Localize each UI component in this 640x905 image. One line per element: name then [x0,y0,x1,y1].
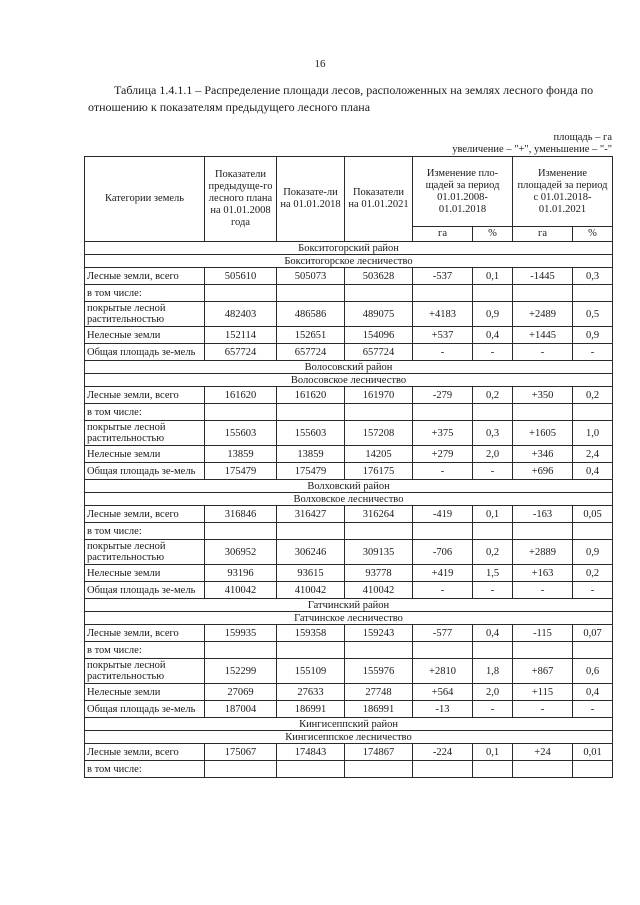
ha1-cell [413,404,473,421]
category-cell: покрытые лесной растительностью [85,421,205,446]
forestry-row [85,255,613,268]
sign-note: увеличение – "+", уменьшение – "-" [452,144,612,155]
ha1-cell: +564 [413,684,473,701]
y2018-cell [277,404,345,421]
pct2-cell: 0,05 [573,506,613,523]
table-row [85,327,613,344]
pct1-cell: 0,1 [473,744,513,761]
pct2-cell: - [573,344,613,361]
y2018-cell [277,761,345,778]
district-name: Волховский район [85,480,613,493]
ha1-cell: - [413,344,473,361]
district-name: Бокситогорский район [85,242,613,255]
ha1-cell [413,285,473,302]
ha1-cell: - [413,463,473,480]
ha2-cell: -1445 [513,268,573,285]
ha2-cell: -115 [513,625,573,642]
category-cell: Лесные земли, всего [85,506,205,523]
y2021-cell: 657724 [345,344,413,361]
pct2-cell: 0,3 [573,268,613,285]
table-row [85,506,613,523]
pct1-cell: - [473,582,513,599]
category-cell: Общая площадь зе-мель [85,463,205,480]
y2021-cell: 186991 [345,701,413,718]
forestry-row [85,612,613,625]
ha2-cell: - [513,701,573,718]
ha1-cell: -706 [413,540,473,565]
y2018-cell: 186991 [277,701,345,718]
prev-cell: 152299 [205,659,277,684]
pct1-cell: 0,2 [473,540,513,565]
category-cell: в том числе: [85,404,205,421]
ha2-cell: - [513,344,573,361]
prev-cell: 159935 [205,625,277,642]
pct2-cell: 2,4 [573,446,613,463]
table-row [85,540,613,565]
ha1-cell: - [413,582,473,599]
y2018-cell [277,523,345,540]
y2018-cell: 161620 [277,387,345,404]
forestry-name: Бокситогорское лесничество [85,255,613,268]
category-cell: Нелесные земли [85,446,205,463]
pct2-cell: 0,07 [573,625,613,642]
header-unit-ha: га [513,227,573,242]
pct2-cell [573,285,613,302]
y2021-cell: 176175 [345,463,413,480]
ha1-cell: +537 [413,327,473,344]
district-row [85,361,613,374]
pct1-cell: - [473,701,513,718]
table-row [85,344,613,361]
header-unit-ha: га [413,227,473,242]
pct1-cell [473,761,513,778]
y2018-cell [277,642,345,659]
pct1-cell: 0,1 [473,506,513,523]
category-cell: Лесные земли, всего [85,268,205,285]
ha2-cell: +350 [513,387,573,404]
ha1-cell [413,523,473,540]
ha1-cell [413,761,473,778]
pct2-cell: 0,9 [573,540,613,565]
prev-cell: 161620 [205,387,277,404]
y2021-cell [345,285,413,302]
y2021-cell: 161970 [345,387,413,404]
pct2-cell: 0,2 [573,387,613,404]
category-cell: Лесные земли, всего [85,744,205,761]
y2021-cell: 316264 [345,506,413,523]
y2018-cell: 316427 [277,506,345,523]
district-name: Гатчинский район [85,599,613,612]
header-2021: Показатели на 01.01.2021 [345,157,413,242]
prev-cell: 505610 [205,268,277,285]
category-cell: покрытые лесной растительностью [85,659,205,684]
ha1-cell: +279 [413,446,473,463]
pct1-cell: 2,0 [473,684,513,701]
pct1-cell: 0,1 [473,268,513,285]
y2018-cell: 175479 [277,463,345,480]
table-body [85,242,613,778]
category-cell: Лесные земли, всего [85,625,205,642]
ha2-cell: - [513,582,573,599]
table-caption: Таблица 1.4.1.1 – Распределение площади лесов, расположенных на землях лесного фонда по отношению к показателям предыдущего лесного плана [88,83,594,114]
forestry-name: Волосовское лесничество [85,374,613,387]
ha1-cell: -279 [413,387,473,404]
category-cell: покрытые лесной растительностью [85,302,205,327]
prev-cell: 155603 [205,421,277,446]
pct2-cell: - [573,701,613,718]
ha1-cell [413,642,473,659]
pct2-cell: - [573,582,613,599]
y2021-cell: 157208 [345,421,413,446]
pct2-cell [573,642,613,659]
y2018-cell [277,285,345,302]
pct2-cell [573,404,613,421]
y2021-cell: 154096 [345,327,413,344]
pct1-cell [473,523,513,540]
header-unit-pct: % [573,227,613,242]
prev-cell: 410042 [205,582,277,599]
table-row [85,684,613,701]
y2018-cell: 152651 [277,327,345,344]
prev-cell: 93196 [205,565,277,582]
table-row [85,659,613,684]
y2018-cell: 306246 [277,540,345,565]
pct1-cell [473,404,513,421]
y2021-cell: 93778 [345,565,413,582]
ha1-cell: +2810 [413,659,473,684]
ha2-cell: +24 [513,744,573,761]
ha2-cell: +2889 [513,540,573,565]
pct2-cell [573,761,613,778]
forestry-row [85,374,613,387]
forest-area-table [84,156,613,778]
ha2-cell: +696 [513,463,573,480]
pct2-cell: 1,0 [573,421,613,446]
pct2-cell [573,523,613,540]
prev-cell: 175479 [205,463,277,480]
y2018-cell: 174843 [277,744,345,761]
table-row [85,302,613,327]
prev-cell [205,761,277,778]
y2018-cell: 27633 [277,684,345,701]
ha2-cell [513,404,573,421]
category-cell: Общая площадь зе-мель [85,582,205,599]
y2018-cell: 410042 [277,582,345,599]
y2021-cell: 309135 [345,540,413,565]
prev-cell: 27069 [205,684,277,701]
pct1-cell: 0,2 [473,387,513,404]
prev-cell [205,642,277,659]
ha2-cell [513,285,573,302]
category-cell: в том числе: [85,523,205,540]
ha1-cell: +419 [413,565,473,582]
ha2-cell: +115 [513,684,573,701]
pct1-cell: 1,5 [473,565,513,582]
y2021-cell: 174867 [345,744,413,761]
header-2018: Показате-ли на 01.01.2018 [277,157,345,242]
prev-cell [205,404,277,421]
category-cell: покрытые лесной растительностью [85,540,205,565]
category-cell: в том числе: [85,761,205,778]
pct1-cell: 0,4 [473,625,513,642]
forestry-name: Гатчинское лесничество [85,612,613,625]
header-category: Категории земель [85,157,205,242]
y2021-cell [345,404,413,421]
y2021-cell: 155976 [345,659,413,684]
prev-cell [205,523,277,540]
category-cell: в том числе: [85,285,205,302]
y2021-cell: 410042 [345,582,413,599]
table-row [85,463,613,480]
table-row [85,744,613,761]
y2021-cell [345,761,413,778]
pct2-cell: 0,9 [573,327,613,344]
prev-cell: 306952 [205,540,277,565]
forestry-row [85,493,613,506]
ha1-cell: +4183 [413,302,473,327]
pct2-cell: 0,01 [573,744,613,761]
district-row [85,242,613,255]
forestry-row [85,731,613,744]
ha1-cell: -577 [413,625,473,642]
ha2-cell: +2489 [513,302,573,327]
table-row [85,701,613,718]
y2018-cell: 505073 [277,268,345,285]
category-cell: Общая площадь зе-мель [85,344,205,361]
district-name: Кингисеппский район [85,718,613,731]
pct1-cell: - [473,463,513,480]
prev-cell [205,285,277,302]
pct2-cell: 0,4 [573,463,613,480]
ha1-cell: -224 [413,744,473,761]
table-row [85,642,613,659]
pct1-cell: 1,8 [473,659,513,684]
district-row [85,718,613,731]
ha2-cell: +1605 [513,421,573,446]
y2018-cell: 155109 [277,659,345,684]
ha1-cell: +375 [413,421,473,446]
y2021-cell: 489075 [345,302,413,327]
y2021-cell: 14205 [345,446,413,463]
pct1-cell: 2,0 [473,446,513,463]
forestry-name: Кингисеппское лесничество [85,731,613,744]
page-number: 16 [314,58,326,70]
prev-cell: 152114 [205,327,277,344]
ha1-cell: -13 [413,701,473,718]
ha2-cell: +867 [513,659,573,684]
district-row [85,599,613,612]
pct1-cell [473,642,513,659]
ha1-cell: -419 [413,506,473,523]
table-row [85,285,613,302]
y2021-cell: 27748 [345,684,413,701]
header-prev-plan: Показатели предыдуще-го лесного плана на 01.01.2008 года [205,157,277,242]
ha2-cell: +1445 [513,327,573,344]
ha1-cell: -537 [413,268,473,285]
prev-cell: 316846 [205,506,277,523]
table-row [85,387,613,404]
district-row [85,480,613,493]
category-cell: Нелесные земли [85,684,205,701]
prev-cell: 175067 [205,744,277,761]
y2018-cell: 159358 [277,625,345,642]
y2021-cell [345,642,413,659]
table-row [85,523,613,540]
pct1-cell: 0,9 [473,302,513,327]
header-change-2008-2018: Изменение пло-щадей за период 01.01.2008-01.01.2018 [413,157,513,227]
ha2-cell [513,642,573,659]
y2018-cell: 93615 [277,565,345,582]
prev-cell: 657724 [205,344,277,361]
category-cell: Лесные земли, всего [85,387,205,404]
prev-cell: 187004 [205,701,277,718]
ha2-cell [513,761,573,778]
category-cell: Нелесные земли [85,327,205,344]
category-cell: Общая площадь зе-мель [85,701,205,718]
ha2-cell [513,523,573,540]
table-row [85,761,613,778]
y2018-cell: 13859 [277,446,345,463]
pct2-cell: 0,6 [573,659,613,684]
table-row [85,565,613,582]
ha2-cell: -163 [513,506,573,523]
y2021-cell [345,523,413,540]
y2018-cell: 155603 [277,421,345,446]
y2021-cell: 159243 [345,625,413,642]
category-cell: Нелесные земли [85,565,205,582]
pct2-cell: 0,2 [573,565,613,582]
y2018-cell: 657724 [277,344,345,361]
y2021-cell: 503628 [345,268,413,285]
table-row [85,404,613,421]
prev-cell: 13859 [205,446,277,463]
ha2-cell: +163 [513,565,573,582]
district-name: Волосовский район [85,361,613,374]
pct2-cell: 0,4 [573,684,613,701]
header-change-2018-2021: Изменение площадей за период с 01.01.2018-01.01.2021 [513,157,613,227]
table-row [85,446,613,463]
pct1-cell: 0,4 [473,327,513,344]
unit-note: площадь – га [553,132,612,143]
prev-cell: 482403 [205,302,277,327]
category-cell: в том числе: [85,642,205,659]
table-row [85,625,613,642]
pct1-cell [473,285,513,302]
y2018-cell: 486586 [277,302,345,327]
pct1-cell: 0,3 [473,421,513,446]
table-row [85,421,613,446]
table-row [85,582,613,599]
table-row [85,268,613,285]
pct1-cell: - [473,344,513,361]
header-unit-pct: % [473,227,513,242]
ha2-cell: +346 [513,446,573,463]
pct2-cell: 0,5 [573,302,613,327]
forestry-name: Волховское лесничество [85,493,613,506]
